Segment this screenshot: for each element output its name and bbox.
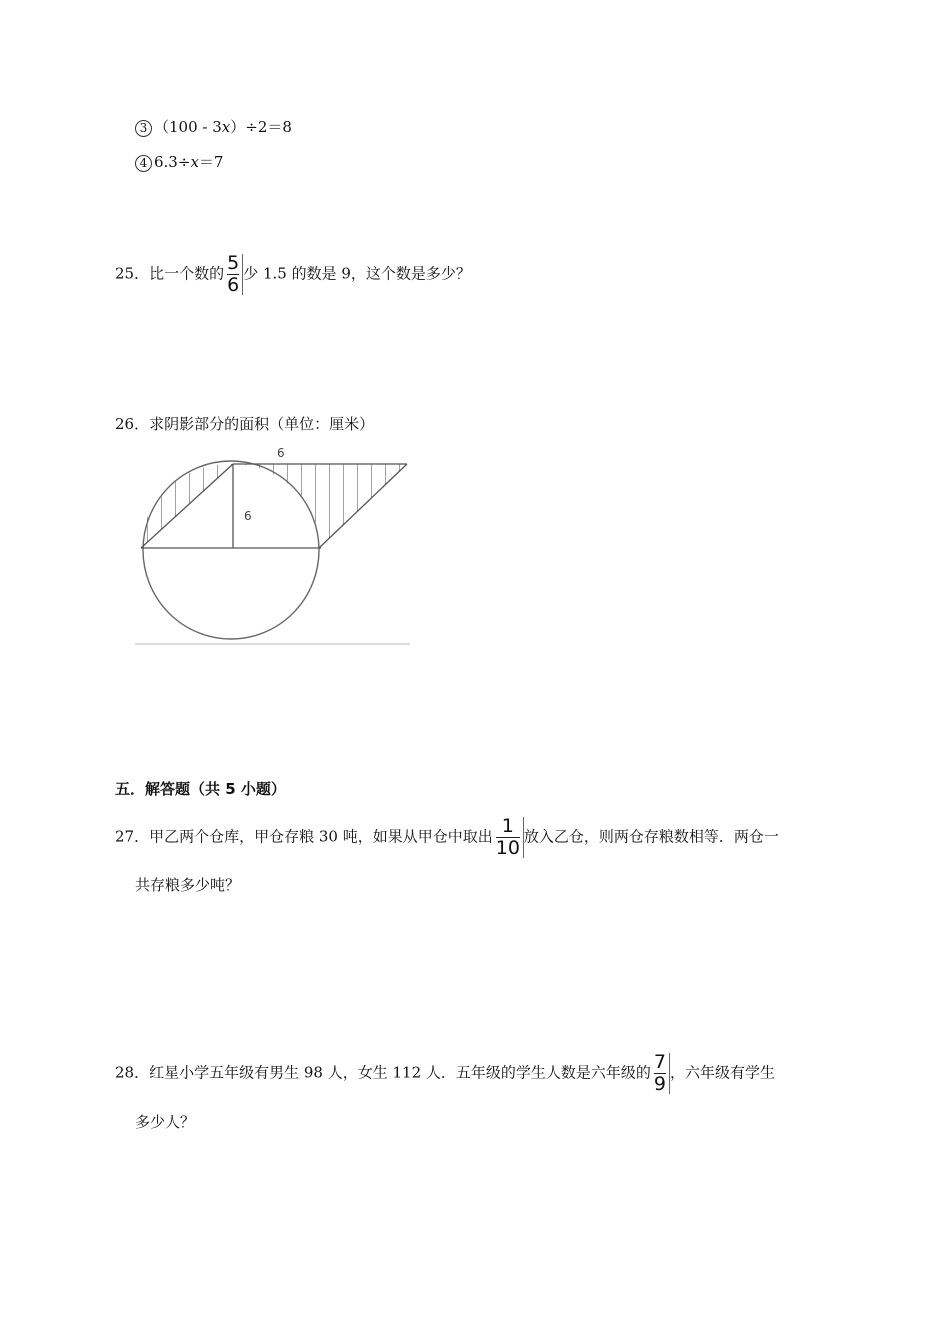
question-number: 26． [115, 415, 150, 433]
q27-text-b: 放入乙仓，则两仓存粮数相等．两仓一 [523, 827, 779, 846]
q28-text-a: 红星小学五年级有男生 98 人，女生 112 人．五年级的学生人数是六年级的 [149, 1063, 651, 1082]
question-26 [115, 413, 374, 434]
eq4-lead: 6.3÷ [154, 153, 191, 171]
q25-text-b: 少 1.5 的数是 9，这个数是多少？ [243, 264, 471, 283]
equation-4 [135, 151, 223, 172]
shaded-area-figure [133, 440, 413, 648]
eq3-open: （100 [154, 118, 198, 136]
fraction [224, 254, 243, 295]
eq4-rest: ＝7 [198, 153, 224, 171]
top-length-label: 6 [277, 446, 285, 460]
fraction-denominator: 9 [653, 1073, 666, 1095]
section-title: 五．解答题（共 5 小题） [115, 780, 286, 798]
q28-continuation: 多少人？ [135, 1113, 196, 1131]
eq3-minus: - 3 [197, 118, 222, 136]
equation-3 [135, 116, 292, 137]
fraction [651, 1053, 670, 1094]
fraction-denominator: 6 [227, 274, 240, 296]
shaded-right-region [233, 464, 407, 548]
fraction-denominator: 10 [495, 837, 520, 859]
fraction-numerator: 5 [227, 252, 240, 274]
eq3-rest: ）÷2＝8 [230, 118, 292, 136]
radius-length-label: 6 [244, 509, 252, 523]
eq4-var: x [190, 153, 199, 171]
q26-text: 求阴影部分的面积（单位：厘米） [149, 415, 375, 433]
question-number: 28． [115, 1063, 150, 1082]
circled-number: 3 [135, 120, 152, 137]
eq3-var: x [221, 118, 231, 136]
q28-text-b: ，六年级有学生 [669, 1063, 775, 1082]
q27-text-a: 甲乙两个仓库，甲仓存粮 30 吨，如果从甲仓中取出 [149, 827, 493, 846]
question-27 [115, 817, 779, 858]
question-28 [115, 1053, 775, 1094]
question-number: 27． [115, 827, 150, 846]
question-25 [115, 254, 471, 295]
q25-text-a: 比一个数的 [149, 264, 225, 283]
q27-continuation: 共存粮多少吨？ [135, 876, 241, 894]
fraction-numerator: 1 [501, 815, 514, 837]
fraction-numerator: 7 [653, 1051, 666, 1073]
fraction [493, 817, 524, 858]
circled-number: 4 [135, 155, 152, 172]
question-number: 25． [115, 264, 150, 283]
